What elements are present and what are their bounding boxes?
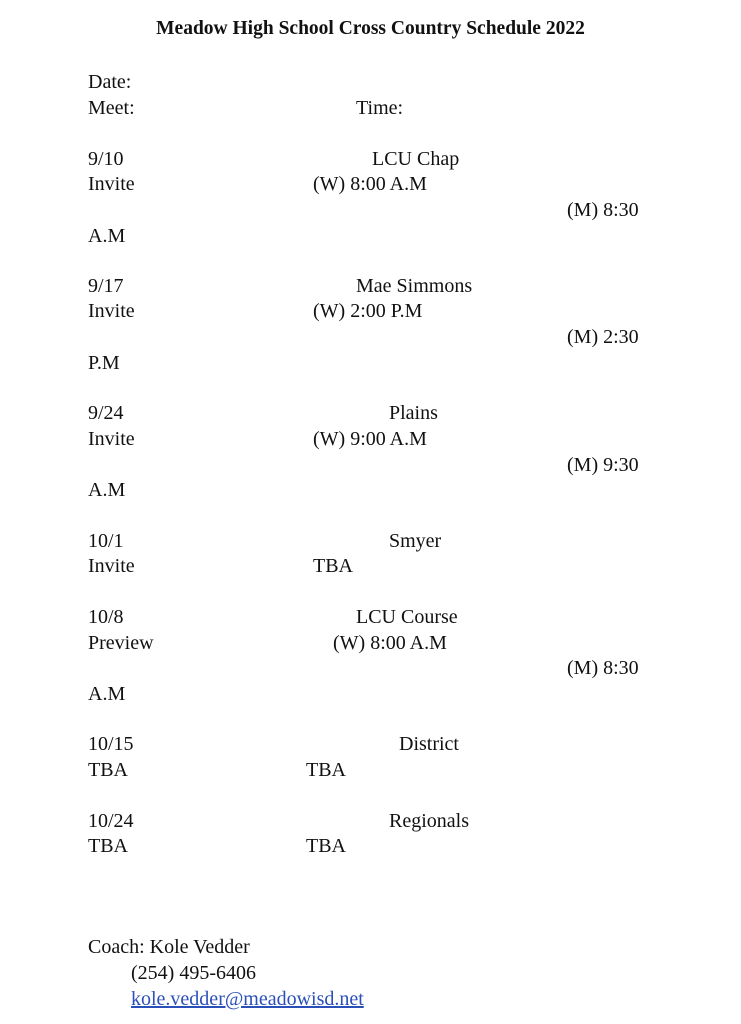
meet-type: Preview bbox=[88, 632, 154, 654]
meet-name: Mae Simmons bbox=[356, 275, 473, 297]
meet-time: TBA bbox=[306, 835, 346, 857]
men-time: (M) 9:30 bbox=[567, 454, 639, 476]
meet-time: TBA bbox=[313, 555, 353, 577]
meet-date: 10/1 bbox=[88, 530, 124, 552]
meet-name: Plains bbox=[389, 402, 438, 424]
meet-date: 9/10 bbox=[88, 148, 124, 170]
meet-date: 10/8 bbox=[88, 606, 124, 628]
men-time-suffix: A.M bbox=[88, 479, 126, 501]
meet-name: District bbox=[399, 733, 459, 755]
men-time: (M) 8:30 bbox=[567, 657, 639, 679]
women-time: (W) 8:00 A.M bbox=[333, 632, 447, 654]
coach-name: Coach: Kole Vedder bbox=[88, 936, 250, 958]
meet-type: TBA bbox=[88, 759, 128, 781]
men-time-suffix: A.M bbox=[88, 683, 126, 705]
men-time-suffix: A.M bbox=[88, 225, 126, 247]
meet-header: Meet: bbox=[88, 97, 135, 119]
meet-date: 10/24 bbox=[88, 810, 134, 832]
meet-date: 10/15 bbox=[88, 733, 134, 755]
meet-type: Invite bbox=[88, 428, 135, 450]
women-time: (W) 2:00 P.M bbox=[313, 300, 423, 322]
meet-time: TBA bbox=[306, 759, 346, 781]
men-time-suffix: P.M bbox=[88, 352, 120, 374]
men-time: (M) 8:30 bbox=[567, 199, 639, 221]
meet-date: 9/24 bbox=[88, 402, 124, 424]
meet-name: LCU Course bbox=[356, 606, 458, 628]
date-header: Date: bbox=[88, 71, 132, 93]
meet-type: TBA bbox=[88, 835, 128, 857]
page-title: Meadow High School Cross Country Schedule 2022 bbox=[156, 18, 585, 39]
meet-name: Smyer bbox=[389, 530, 442, 552]
coach-phone: (254) 495-6406 bbox=[131, 962, 256, 984]
meet-type: Invite bbox=[88, 300, 135, 322]
women-time: (W) 8:00 A.M bbox=[313, 173, 427, 195]
time-header: Time: bbox=[356, 97, 404, 119]
meet-type: Invite bbox=[88, 555, 135, 577]
coach-email-link[interactable]: kole.vedder@meadowisd.net bbox=[131, 988, 364, 1010]
meet-name: Regionals bbox=[389, 810, 469, 832]
men-time: (M) 2:30 bbox=[567, 326, 639, 348]
meet-name: LCU Chap bbox=[372, 148, 460, 170]
meet-type: Invite bbox=[88, 173, 135, 195]
meet-date: 9/17 bbox=[88, 275, 124, 297]
women-time: (W) 9:00 A.M bbox=[313, 428, 427, 450]
